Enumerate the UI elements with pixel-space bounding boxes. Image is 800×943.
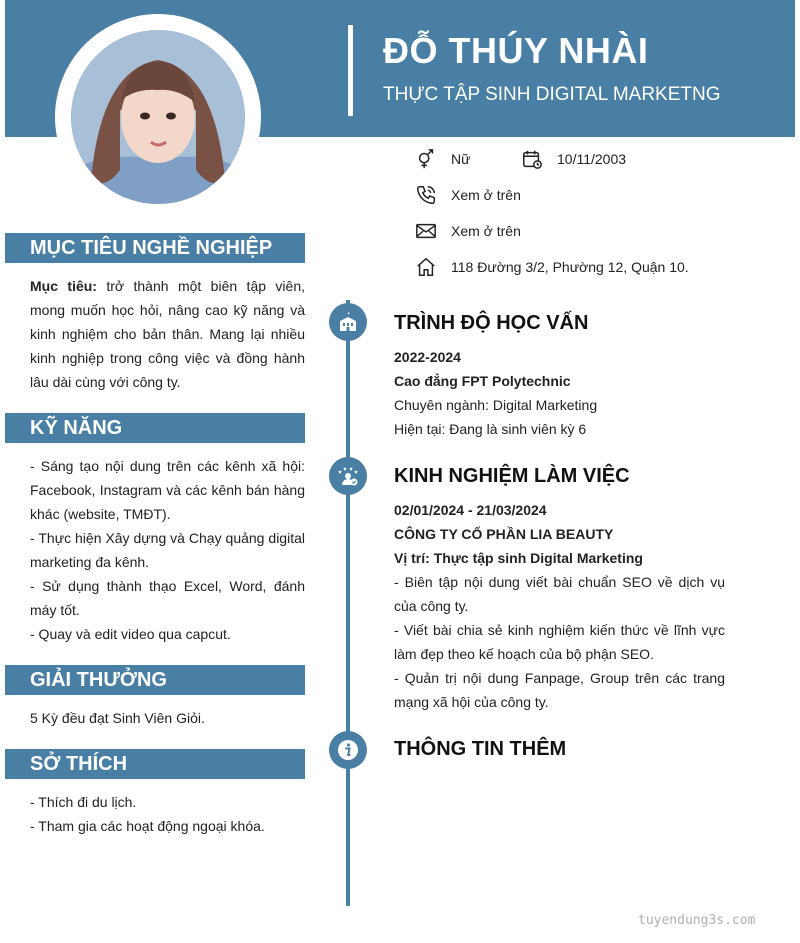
avatar (71, 30, 245, 204)
list-item: - Quản trị nội dung Fanpage, Group trên các trang mạng xã hội của công ty. (394, 670, 725, 710)
objective-body: trở thành một biên tập viên, mong muốn học hỏi, nâng cao kỹ năng và kinh nghiệm cho bản thân. Mang lại nhiều kinh nghiệp trong công việc và đồng hành lâu dài cùng với công ty. (30, 278, 305, 390)
gender-value: Nữ (451, 151, 471, 167)
calendar-icon (521, 148, 543, 170)
header-divider (348, 25, 353, 116)
experience-period: 02/01/2024 - 21/03/2024 (394, 502, 547, 518)
list-item: - Thực hiện Xây dựng và Chạy quảng digital marketing đa kênh. (30, 530, 305, 570)
candidate-name: ĐỖ THÚY NHÀI (383, 30, 649, 71)
contact-email (415, 220, 521, 242)
email-value: Xem ở trên (451, 223, 521, 239)
hobbies-list (30, 790, 305, 838)
experience-company: CÔNG TY CỔ PHẦN LIA BEAUTY (394, 526, 614, 542)
list-item: - Biên tập nội dung viết bài chuẩn SEO về dịch vụ của công ty. (394, 574, 725, 614)
objective-label: Mục tiêu: (30, 278, 97, 294)
education-major: Chuyên ngành: Digital Marketing (394, 397, 598, 413)
awards-heading: GIẢI THƯỞNG (5, 665, 305, 695)
contact-birthday (521, 148, 626, 170)
list-item: - Sử dụng thành thạo Excel, Word, đánh máy tốt. (30, 578, 305, 618)
extra-info-heading: THÔNG TIN THÊM (394, 738, 567, 760)
info-icon (336, 738, 360, 762)
school-icon (336, 310, 360, 334)
education-school: Cao đẳng FPT Polytechnic (394, 373, 571, 389)
timeline-line (346, 300, 350, 906)
home-icon (415, 256, 437, 278)
contact-phone (415, 184, 521, 206)
skills-list (30, 454, 305, 646)
skills-heading: KỸ NĂNG (5, 413, 305, 443)
education-heading: TRÌNH ĐỘ HỌC VẤN (394, 312, 589, 334)
objective-text (30, 274, 305, 394)
award-item: 5 Kỳ đều đạt Sinh Viên Giỏi. (30, 710, 205, 726)
experience-position: Vị trí: Thực tập sinh Digital Marketing (394, 550, 643, 566)
objective-heading: MỤC TIÊU NGHỀ NGHIỆP (5, 233, 305, 263)
list-item: - Thích đi du lịch. (30, 794, 137, 810)
awards-text (30, 706, 305, 730)
gender-icon (415, 148, 437, 170)
contact-address (415, 256, 689, 278)
list-item: - Quay và edit video qua capcut. (30, 626, 231, 642)
watermark: tuyendung3s.com (638, 913, 756, 928)
info-icon-badge (329, 731, 367, 769)
envelope-icon (415, 220, 437, 242)
address-value: 118 Đường 3/2, Phường 12, Quận 10. (451, 259, 689, 275)
list-item: - Tham gia các hoạt động ngoại khóa. (30, 818, 265, 834)
job-title: THỰC TẬP SINH DIGITAL MARKETNG (383, 84, 721, 105)
phone-value: Xem ở trên (451, 187, 521, 203)
contact-gender (415, 148, 470, 170)
list-item: - Viết bài chia sẻ kinh nghiệm kiến thức về lĩnh vực làm đẹp theo kế hoạch của bộ phận SEO. (394, 622, 725, 662)
birthday-value: 10/11/2003 (557, 151, 627, 167)
experience-icon-badge (329, 457, 367, 495)
experience-details (394, 498, 725, 714)
employee-rating-icon (336, 464, 360, 488)
list-item: - Sáng tạo nội dung trên các kênh xã hội: Facebook, Instagram và các kênh bán hàng khác (website, TMĐT). (30, 458, 305, 522)
education-status: Hiện tại: Đang là sinh viên kỳ 6 (394, 421, 587, 437)
phone-icon (415, 184, 437, 206)
hobbies-heading: SỞ THÍCH (5, 749, 305, 779)
experience-heading: KINH NGHIỆM LÀM VIỆC (394, 465, 630, 487)
education-icon-badge (329, 303, 367, 341)
education-details (394, 345, 725, 441)
education-period: 2022-2024 (394, 349, 461, 365)
